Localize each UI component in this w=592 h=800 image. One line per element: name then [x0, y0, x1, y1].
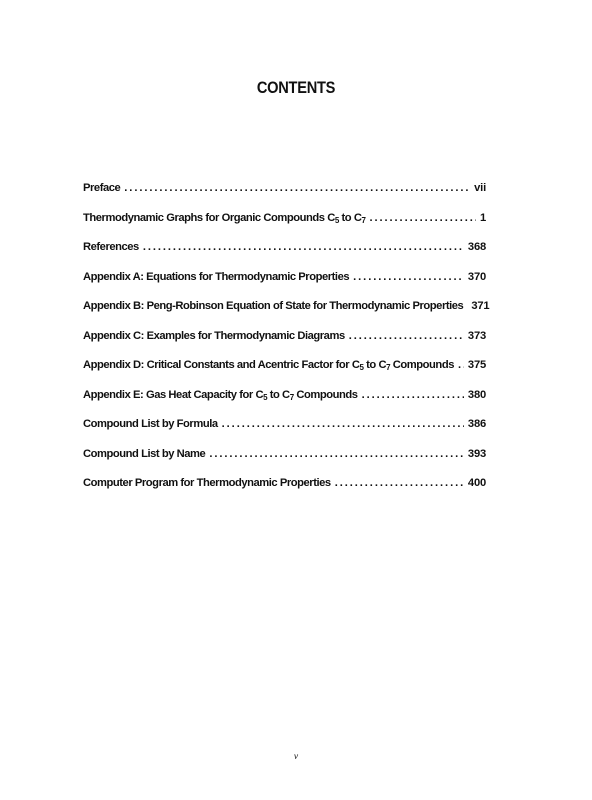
toc-entry-page: 393 [467, 447, 486, 460]
dot-leader [124, 182, 470, 194]
toc-entry-label: Appendix E: Gas Heat Capacity for $C_5$ to $C_7$ Compounds [83, 388, 358, 402]
dot-leader [353, 271, 464, 283]
dot-leader [209, 448, 464, 460]
toc-entry-label: Computer Program for Thermodynamic Properties [83, 477, 331, 489]
toc-entry-page: 1 [479, 211, 486, 224]
toc-entry-page: 386 [467, 418, 486, 430]
toc-entry-computer-program[interactable] [83, 477, 486, 507]
toc-entry-label: Appendix C: Examples for Thermodynamic Diagrams [83, 329, 345, 342]
page-title: CONTENTS [256, 78, 336, 97]
dot-leader [349, 330, 464, 342]
toc-entry-label: References [83, 241, 139, 253]
toc-entry-compound-list-name[interactable] [83, 448, 486, 478]
toc-entry-thermodynamic-graphs[interactable] [83, 212, 486, 242]
toc-entry-appendix-a[interactable] [83, 271, 486, 301]
toc-entry-label: Thermodynamic Graphs for Organic Compounds $C_5$ to $C_7$ [83, 211, 366, 225]
dot-leader [143, 241, 464, 253]
page-number-footer: v [293, 752, 299, 762]
toc-entry-page: 370 [467, 270, 486, 283]
toc-entry-page: 380 [467, 388, 486, 401]
toc-entry-label: Compound List by Name [83, 447, 206, 460]
dot-leader [222, 418, 464, 430]
toc-entry-label: Appendix A: Equations for Thermodynamic Properties [83, 270, 350, 283]
toc-entry-page: 400 [467, 477, 486, 489]
dot-leader [369, 212, 476, 224]
toc-entry-page: vii [474, 182, 486, 194]
toc-entry-page: 373 [467, 329, 486, 342]
dot-leader [362, 389, 464, 401]
dot-leader [458, 359, 464, 371]
toc-entry-compound-list-formula[interactable] [83, 418, 486, 448]
toc-entry-page: 371 [471, 300, 490, 312]
toc-entry-appendix-b[interactable] [83, 300, 490, 330]
table-of-contents [83, 182, 490, 507]
toc-entry-appendix-c[interactable] [83, 330, 486, 360]
toc-entry-appendix-e[interactable] [83, 389, 486, 419]
toc-entry-label: Compound List by Formula [83, 418, 218, 430]
dot-leader [335, 477, 464, 489]
toc-entry-page: 375 [467, 359, 486, 371]
toc-entry-appendix-d[interactable] [83, 359, 486, 389]
toc-entry-preface[interactable] [83, 182, 486, 212]
toc-entry-page: 368 [467, 241, 486, 253]
toc-entry-references[interactable] [83, 241, 486, 271]
toc-entry-label: Appendix B: Peng-Robinson Equation of State for Thermodynamic Properties [83, 300, 464, 312]
toc-entry-label: Preface [83, 182, 121, 194]
toc-entry-label: Appendix D: Critical Constants and Acentric Factor for $C_5$ to $C_7$ Compounds [83, 359, 454, 372]
